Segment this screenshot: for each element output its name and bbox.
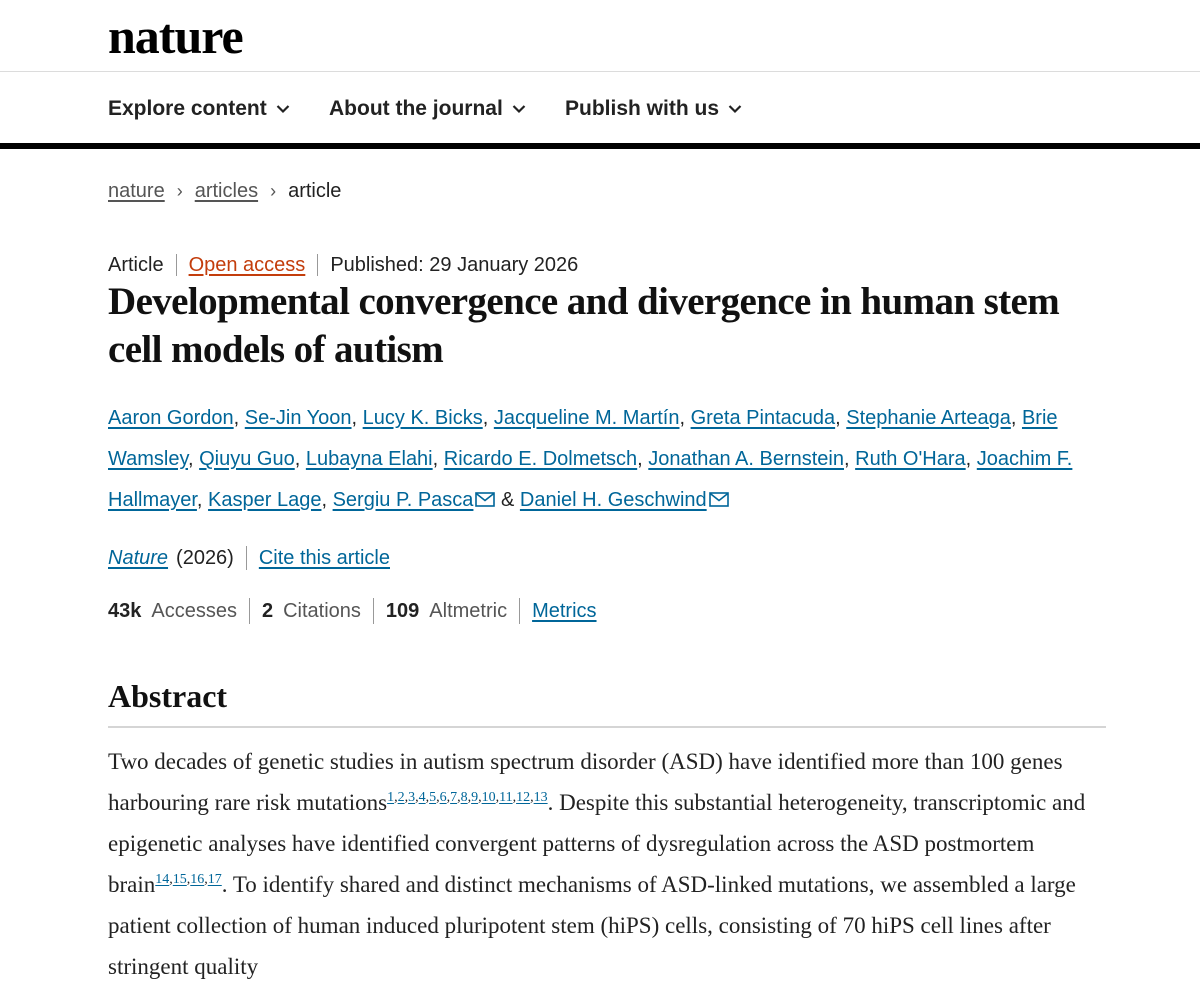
accesses-count: 43k — [108, 599, 142, 622]
breadcrumb-articles[interactable]: articles — [194, 179, 259, 202]
abstract-divider — [108, 726, 1106, 728]
nav-label: Publish with us — [565, 97, 720, 120]
author-link[interactable]: Joachim F. Hallmayer — [108, 448, 1073, 511]
article-metrics — [108, 598, 597, 624]
author-link[interactable]: Stephanie Arteaga — [846, 407, 1011, 429]
site-header — [0, 0, 1200, 72]
citations-label: Citations — [283, 599, 361, 622]
chevron-right-icon: › — [176, 180, 183, 201]
mail-icon[interactable] — [475, 492, 495, 507]
divider — [246, 546, 247, 570]
author-link[interactable]: Ricardo E. Dolmetsch — [443, 448, 638, 470]
author-link[interactable]: Jonathan A. Bernstein — [648, 448, 844, 470]
chevron-down-icon — [276, 104, 290, 114]
published-date: Published: 29 January 2026 — [330, 253, 579, 276]
citations-count: 2 — [261, 599, 274, 622]
accesses-label: Accesses — [151, 599, 237, 622]
author-link[interactable]: Kasper Lage — [208, 489, 322, 511]
abstract-segment: Two decades of genetic studies in autism spectrum disorder (ASD) have identified more than 100 genes harbouring rare risk mutations — [108, 749, 1063, 815]
breadcrumb-current: article — [288, 179, 342, 202]
reference-list: 14,15,16,17 — [155, 872, 222, 887]
nav-about-journal[interactable] — [329, 94, 526, 124]
metrics-link[interactable]: Metrics — [532, 599, 597, 622]
reference-link[interactable]: 2 — [397, 790, 405, 805]
reference-link[interactable]: 14 — [155, 872, 170, 887]
author-link[interactable]: Brie Wamsley — [108, 407, 1058, 470]
article-title: Developmental convergence and divergence in human stem cell models of autism — [108, 280, 1060, 371]
altmetric-score: 109 — [385, 599, 420, 622]
author-link[interactable]: Qiuyu Guo — [199, 448, 295, 470]
header-divider — [0, 143, 1200, 149]
reference-list: 1,2,3,4,5,6,7,8,9,10,11,12,13 — [387, 790, 548, 805]
cite-article-link[interactable]: Cite this article — [258, 546, 390, 569]
chevron-down-icon — [728, 104, 742, 114]
open-access-link[interactable]: Open access — [188, 253, 306, 276]
breadcrumb — [108, 178, 341, 204]
abstract-text — [108, 741, 1118, 987]
reference-link[interactable]: 8 — [460, 790, 468, 805]
nav-explore-content[interactable] — [108, 94, 290, 124]
publication-year: (2026) — [176, 546, 234, 569]
journal-info — [108, 545, 390, 571]
mail-icon[interactable] — [709, 492, 729, 507]
author-link[interactable]: Aaron Gordon — [108, 407, 234, 429]
chevron-right-icon: › — [270, 180, 277, 201]
article-meta — [108, 252, 578, 278]
reference-link[interactable]: 13 — [533, 790, 548, 805]
reference-link[interactable]: 4 — [418, 790, 426, 805]
divider — [519, 598, 520, 624]
reference-link[interactable]: 5 — [429, 790, 437, 805]
abstract-segment: . To identify shared and distinct mechanisms of ASD-linked mutations, we assembled a large patient collection of human induced pluripotent stem (hiPS) cells, consisting of 70 hiPS cell lines after stringent quality — [108, 872, 1076, 979]
reference-link[interactable]: 11 — [499, 790, 513, 805]
divider — [373, 598, 374, 624]
abstract-heading: Abstract — [108, 678, 228, 714]
reference-link[interactable]: 15 — [172, 872, 187, 887]
chevron-down-icon — [512, 104, 526, 114]
author-link[interactable]: Daniel H. Geschwind — [519, 489, 707, 511]
author-link[interactable]: Jacqueline M. Martín — [493, 407, 680, 429]
abstract-segment: . Despite this substantial heterogeneity, transcriptomic and epigenetic analyses have identified convergent patterns of dysregulation across the ASD postmortem brain — [108, 790, 1086, 897]
journal-name-link[interactable]: Nature — [108, 546, 169, 569]
reference-link[interactable]: 17 — [207, 872, 222, 887]
breadcrumb-nature[interactable]: nature — [108, 179, 165, 202]
article-type: Article — [108, 253, 164, 276]
reference-link[interactable]: 7 — [450, 790, 458, 805]
altmetric-label: Altmetric — [429, 599, 508, 622]
reference-link[interactable]: 10 — [481, 790, 496, 805]
author-list: Aaron Gordon, Se-Jin Yoon, Lucy K. Bicks, Jacqueline M. Martín, Greta Pintacuda, Stephanie Arteaga, Brie Wamsley, Qiuyu Guo, Lubayna Elahi, Ricardo E. Dolmetsch, Jonathan A. Bernstein, Ruth O'Hara, Joachim F. Hallmayer, Kasper Lage, Sergiu P. Pasca & Daniel H. Geschwind — [108, 407, 1073, 511]
author-link[interactable]: Se-Jin Yoon — [244, 407, 352, 429]
reference-link[interactable]: 1 — [387, 790, 395, 805]
reference-link[interactable]: 16 — [190, 872, 205, 887]
main-nav — [0, 72, 1200, 144]
nav-label: About the journal — [329, 97, 503, 120]
author-link[interactable]: Sergiu P. Pasca — [332, 489, 474, 511]
nature-logo[interactable]: nature — [108, 8, 243, 64]
reference-link[interactable]: 6 — [439, 790, 447, 805]
author-link[interactable]: Lucy K. Bicks — [362, 407, 483, 429]
nav-label: Explore content — [108, 97, 267, 120]
divider — [317, 254, 318, 276]
author-link[interactable]: Ruth O'Hara — [855, 448, 966, 470]
divider — [176, 254, 177, 276]
author-link[interactable]: Lubayna Elahi — [305, 448, 433, 470]
divider — [249, 598, 250, 624]
reference-link[interactable]: 12 — [516, 790, 531, 805]
nav-publish-with-us[interactable] — [565, 94, 742, 124]
author-conjunction: & — [501, 489, 515, 511]
reference-link[interactable]: 9 — [471, 790, 479, 805]
reference-link[interactable]: 3 — [408, 790, 416, 805]
author-link[interactable]: Greta Pintacuda — [690, 407, 836, 429]
